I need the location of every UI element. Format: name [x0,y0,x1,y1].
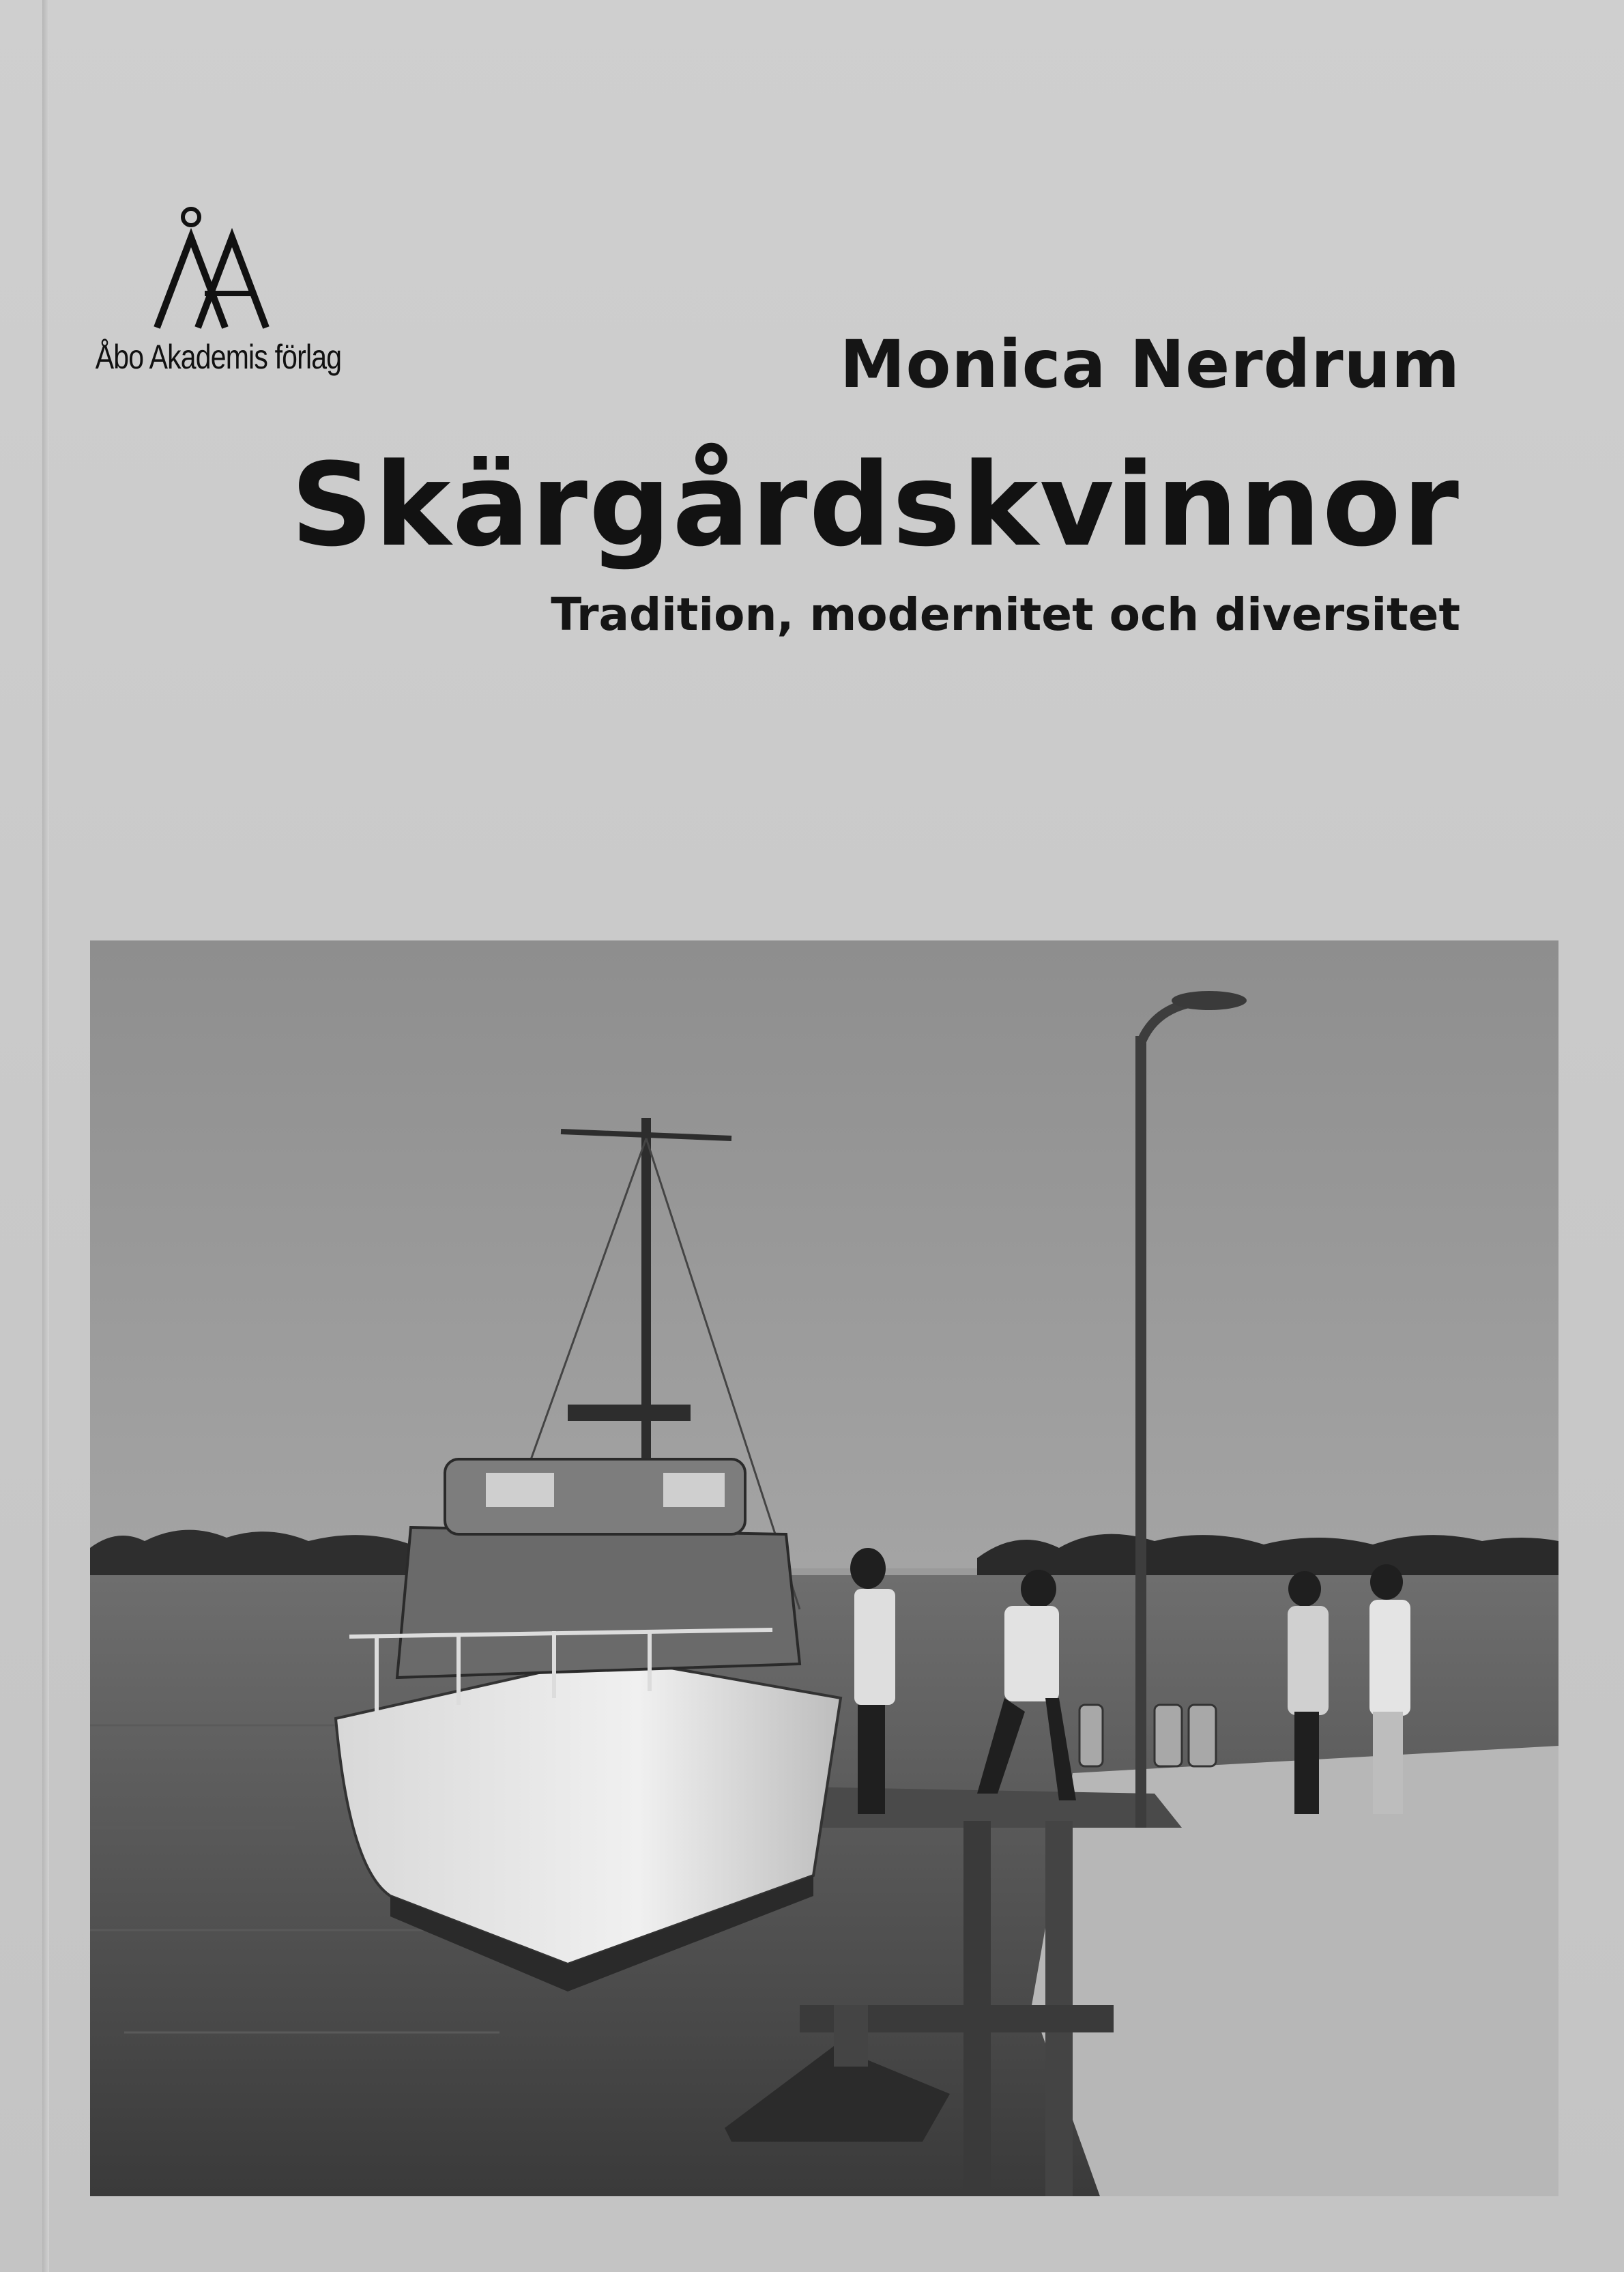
publisher-block [68,205,368,377]
book-subtitle: Tradition, modernitet och diversitet [551,588,1460,641]
author-name: Monica Nerdrum [839,326,1460,403]
harbor-photo [90,940,1558,2196]
book-title: Skärgårdskvinnor [291,438,1460,572]
spine-edge [42,0,49,2272]
publisher-logo-icon [150,205,287,334]
publisher-name: Åbo Akademis förlag [95,338,342,376]
